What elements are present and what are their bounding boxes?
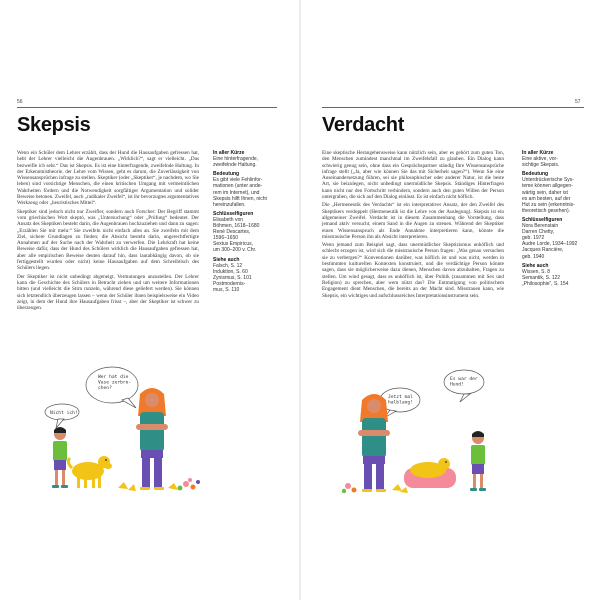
page-number: 56 xyxy=(17,99,23,105)
sidebar-text: Unterdrückerische Sys- teme können allgegen- wärtig sein, daher ist es am besten, auf der Hut zu sein (erkenntnis- theoretisch gesehen). xyxy=(522,177,575,214)
teacher-figure xyxy=(358,394,390,492)
sidebar-text: Wissen, S. 8 Semantik, S. 122 „Philosophie“, S. 154 xyxy=(522,268,569,287)
sidebar xyxy=(522,150,590,287)
student-figure xyxy=(52,427,68,488)
sidebar-heading: Schlüsselfiguren xyxy=(213,210,254,217)
bubble-text-line: Jetzt mal xyxy=(388,395,413,400)
sidebar-heading: Schlüsselfiguren xyxy=(522,216,563,223)
header-rule xyxy=(17,107,277,108)
body-paragraph: Wenn jemand zum Beispiel sagt, dass unermüdlicher Skeptizismus unhöflich und schlecht erzogen ist, wird sich die misstrauische Person fragen: „Was genau versuchen sie zu verbergen?“ Konventionen darüber, was höflich ist und was nicht, werden in bestimmten kulturellen Kontexten konstruiert, und die verdächtige Person könnte sagen, dass sie möglicherweise dazu dienen, Menschen davon abzuhalten, Fragen zu stellen. Um wind gesagt, dass es unhöflich ist, über Politik (zusammen mit Sex und Religion) zu sprechen, aber wem nützt das? Die Entmutigung von politischem Engagement dient Menschen, die bereits an der Macht sind. Misstrauen kann, wie Skepsis, ein wichtiges und aufschlussreiches Interpretationsinstrument sein. xyxy=(322,242,504,299)
sidebar-text: Elisabeth von Böhmen, 1618–1680 René Descartes, 1596–1650 Sextus Empiricus, um 300–200 v. Chr. xyxy=(213,216,260,254)
sidebar-heading: Siehe auch xyxy=(213,256,240,263)
bubble-text-line: chen? xyxy=(98,385,112,391)
sidebar-text: Falsch, S. 12 Induktion, S. 60 Zynismus, S. 101 Postmodernis- mus, S. 110 xyxy=(213,262,252,293)
sidebar-heading: Bedeutung xyxy=(213,171,240,178)
bubble-text-line: Hund! xyxy=(450,382,464,388)
header-rule xyxy=(322,107,584,108)
student-speech-bubble xyxy=(444,370,484,402)
bubble-text-line: Vase zerbro- xyxy=(98,380,132,386)
teacher-speech-bubble xyxy=(86,367,138,408)
sidebar-text: Eine aktive, vor- sichtige Skepsis. xyxy=(522,156,560,169)
sidebar-text: Eine hinterfragende, zweifelnde Haltung. xyxy=(213,156,259,169)
body-paragraph: Der Skeptiker ist nicht unbedingt abgeneigt, Vermutungen anzustellen. Der Lehrer kann die Geschichte des Schülers in Betracht ziehen und um weitere Informationen bitten (und vielleicht die Stirn runzeln, während diese geliefert werden). Sie können sich letztendlich überzeugen lassen – wenn der Schüler ihnen beispielsweise ein Video zeigt, in dem der Hund ihre Hausaufgaben frisst –, aber der Skeptiker ist schwer zu überzeugen. xyxy=(17,273,199,312)
bubble-text-line: Wer hat die xyxy=(98,375,129,380)
sidebar xyxy=(213,150,285,293)
page-title: Skepsis xyxy=(17,114,91,136)
bubble-text xyxy=(388,394,413,405)
body-text xyxy=(17,150,199,313)
student-figure xyxy=(470,431,486,491)
page-number: 57 xyxy=(575,99,581,105)
bubble-text xyxy=(50,410,78,416)
bubble-text-line: Nicht ich! xyxy=(50,411,78,416)
body-paragraph: Die „Hermeneutik des Verdachts“ ist ein interpretativer Ansatz, der den Zweifel des Skeptikers verdoppelt (Hermeneutik ist die Lehre von der Auslegung). Skepsis ist ein allgemeiner Zweifel. Verdacht ist in diesem Zusammenhang die Vorstellung, dass jemand aktiv versucht, einem Sand in die Augen zu streuen. Während der Skeptiker einen Wissensanspruch als Ende Annahme interpretieren kann, könnte die misstrauische Person ihn als Absicht interpretieren. xyxy=(322,202,504,240)
sidebar-heading: Bedeutung xyxy=(522,171,549,178)
bubble-text-line: Es war der xyxy=(450,377,478,382)
page-title: Verdacht xyxy=(322,114,405,136)
right-page xyxy=(300,0,600,600)
illustration-verdacht xyxy=(340,340,520,510)
dog-in-bed xyxy=(404,458,456,488)
sidebar-heading: In aller Kürze xyxy=(213,150,245,156)
sidebar-heading: Siehe auch xyxy=(522,262,549,269)
sidebar-text: Nora Berenstain Darren Chetty, geb. 1972 Audre Lorde, 1934–1992 Jacques Rancière, geb. 1940 xyxy=(522,223,578,260)
sidebar-heading: In aller Kürze xyxy=(522,150,554,156)
dog-figure xyxy=(68,456,112,488)
bubble-text-line: halblang! xyxy=(388,400,413,406)
body-text xyxy=(322,150,504,301)
body-paragraph: Wenn ein Schüler dem Lehrer erzählt, dass der Hund die Hausaufgaben gefressen hat, hebt der Lehrer vielleicht die Augenbrauen. „Wirklich?“, sagt er vielleicht. „Das bezweifle ich sehr.“ Das ist Skepsis. Es ist eine hinterfragende, zweifelnde Haltung. In der Erkenntnistheorie, der Lehre vom Wissen, geht es darum, die Zuverlässigkeit von Wissensansprüchen infrage zu stellen. Skeptiker (oder „Skeptiker“, je nachdem, wo Sie leben) sind vorsichtige Menschen, die einen kritischen Umgang mit vermeintlichen Wahrheiten fördern und die Notwendigkeit sorgfältiger Argumentation und solider Beweise betonen. Zweifel, auch „radikaler Zweifel“, ist ihr bevorzugtes argumentatives Werkzeug oder „heuristisches Mittel“. xyxy=(17,150,199,207)
sidebar-text: Es gibt viele Fehlinfor- mationen (unter ande- rem im Internet), und Skepsis hilft Ihnen, nicht hereinzufallen. xyxy=(213,177,267,208)
body-paragraph: Skeptiker sind jedoch nicht nur Zweifler, sondern auch Forscher: Der Begriff stammt vom griechischen Wort skeptó, was „Untersuchung“ oder „Prüfung“ bedeutet. Der Ansatz des Skeptiken besteht darin, die Augenbrauen hochzuziehen und dann zu sagen: „Erzählen Sie mir mehr.“ Sie zweifeln nicht einfach alles an. Sie zweifeln mit dem Ziel, sichere Grundlagen zu finden; die Absicht besteht darin, ungerechtfertigte Annahmen auf der Suche nach der Wahrheit zu verwerfen. Die Lehrkraft hat keine Beweise dafür, dass der Hund des Schülers wirklich die Hausaufgaben gefressen hat, aber alle empirischen Beweise deuten darauf hin, dass lautabhängig davon, ob sie fertiggestellt wurden oder nicht) keine Hausaufgaben auf dem Schreibtisch des Schülers liegen. xyxy=(17,208,199,272)
teacher-figure xyxy=(136,388,168,490)
illustration-skepsis xyxy=(28,338,208,508)
body-paragraph: Eine skeptische Herangehensweise kann nützlich sein, aber es gehört zum guten Ton, den Menschen zumindest manchmal im Zweifelsfall zu glauben. Ein Dialog kann schwierig genug sein, ohne dass ein Gesprächspartner ständig Ihre Wissensansprüche infrage stellt („Ja, aber wie können Sie das mit Sicherheit sagen?“). Wenn Sie eine Auseinandersetzung führen, sei sie philosophischer oder anderer Natur, ist die beste Art, sie beizulegen, nicht unbedingt unermüdliche Skepsis. Ständiges Hinterfragen kann nicht nur den Fortschritt verhindern, sondern auch den guten Willen der Person untergraben, die sich auf den Dialog einlässt. Es ist einfach nicht höflich. xyxy=(322,150,504,201)
student-speech-bubble xyxy=(45,404,79,428)
floor-debris xyxy=(342,483,408,493)
